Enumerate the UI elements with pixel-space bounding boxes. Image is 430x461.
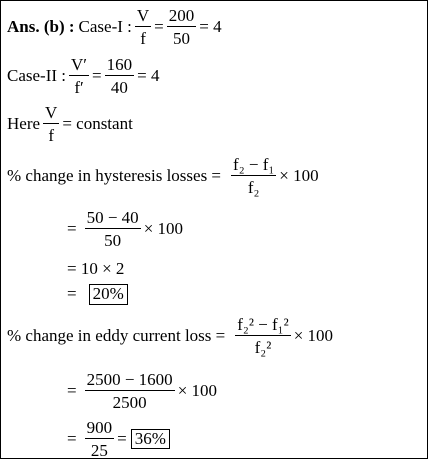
case2-ratio-den: f′ [74,78,84,97]
step4-den: 2500 [112,393,147,412]
eddy-line [7,316,333,356]
hysteresis-formula-num: f₂ − f₁ [233,155,275,174]
eddy-step1 [67,371,217,411]
hysteresis-formula [231,156,276,196]
case1-value-num: 200 [168,6,195,25]
case1-ratio-den: f [140,29,146,48]
step1-multiplier: × 100 [143,219,184,238]
step4-equals: = [67,381,77,400]
step4-fraction [85,371,175,411]
step5-fraction [85,419,115,459]
here-ratio-num: V [45,103,58,122]
here-label: Here [7,114,41,133]
eddy-label: % change in eddy current loss = [7,326,226,345]
hysteresis-answer-box: 20% [89,284,128,305]
case1-value [167,7,197,47]
step4-num: 2500 − 1600 [86,370,173,389]
case1-value-den: 50 [173,29,191,48]
step1-num: 50 − 40 [86,208,139,227]
case1-equals: = [154,17,164,36]
eddy-answer-box: 36% [131,429,170,450]
case1-ratio [135,7,151,47]
hysteresis-label: % change in hysteresis losses = [7,166,222,185]
case1-label: Case-I : [78,17,132,36]
hysteresis-formula-den: f₂ [247,178,260,197]
case2-line [7,56,159,96]
here-ratio [43,104,59,144]
case2-result: = 4 [137,66,160,85]
case1-result: = 4 [199,17,222,36]
eddy-formula-den: f₂² [254,338,272,357]
step1-den: 50 [104,231,122,250]
case2-equals: = [92,66,102,85]
eddy-multiplier: × 100 [293,326,334,345]
hysteresis-line [7,156,319,196]
case2-value-num: 160 [106,55,133,74]
case2-label: Case-II : [7,66,67,85]
here-result: = constant [62,114,133,133]
hysteresis-step3 [67,284,128,305]
here-line [7,104,133,144]
step1-equals: = [67,219,77,238]
step2-text: = 10 × 2 [67,259,125,278]
case2-value-den: 40 [110,78,128,97]
case2-ratio-num: V′ [71,55,88,74]
step5-equals2: = [117,429,127,448]
hysteresis-step1 [67,209,183,249]
case2-ratio [69,56,89,96]
case1-ratio-num: V [136,6,150,25]
step4-multiplier: × 100 [177,381,218,400]
step5-num: 900 [86,418,113,437]
answer-label: Ans. (b) : [7,17,75,36]
eddy-step2 [67,419,170,459]
step3-equals: = [67,284,77,304]
step5-equals: = [67,429,77,448]
eddy-formula [235,316,290,356]
step1-fraction [85,209,141,249]
case2-value [105,56,135,96]
here-ratio-den: f [48,126,54,145]
case1-line [7,7,222,47]
eddy-formula-num: f₂² − f₁² [237,315,289,334]
hysteresis-multiplier: × 100 [279,166,319,185]
hysteresis-step2 [67,259,124,279]
step5-den: 25 [90,441,108,460]
